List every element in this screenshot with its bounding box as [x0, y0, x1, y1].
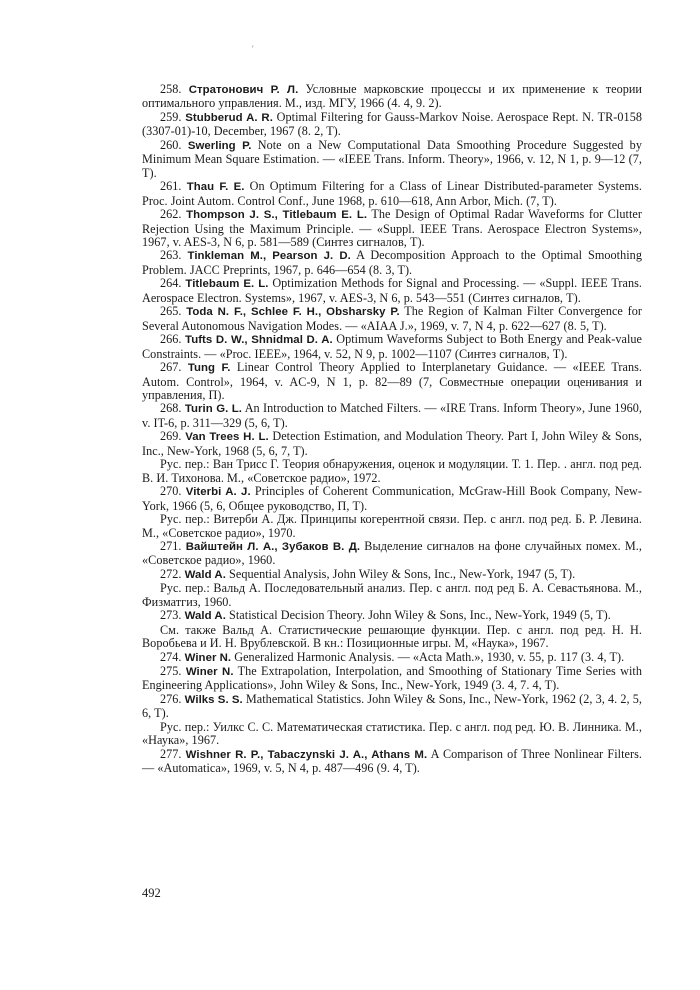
- reference-number: 269.: [160, 429, 182, 444]
- reference-text: An Introduction to Matched Filters. — «IRE Trans. Inform Theory», June 1960, v. IT-6, p. 311—329 (5, 6, T).: [142, 401, 642, 430]
- reference-entry: [142, 111, 642, 139]
- reference-entry: [142, 180, 642, 208]
- reference-entry: [142, 361, 642, 402]
- reference-number: 265.: [160, 304, 182, 319]
- reference-entry: [142, 208, 642, 249]
- reference-entry: [142, 305, 642, 333]
- reference-text: The Design of Optimal Radar Waveforms for Clutter Rejection Using the Maximum Principle. — «Suppl. IEEE Trans. Aerospace Electron Systems», 1967, v. AES-3, N 6, p. 581—589 (Синтез сигналов, T).: [142, 207, 642, 249]
- reference-number: 263.: [160, 248, 182, 263]
- reference-text: Linear Control Theory Applied to Interplanetary Guidance. — «IEEE Trans. Autom. Control», 1964, v. AC-9, N 1, p. 82—89 (7, Совместные операции оценивания и управления, П).: [142, 360, 642, 402]
- reference-text: The Region of Kalman Filter Convergence for Several Autonomous Navigation Modes. — «AIAA J.», 1969, v. 7, N 4, p. 622—627 (8. 5, T).: [142, 304, 642, 333]
- reference-text: A Decomposition Approach to the Optimal Smoothing Problem. JACC Preprints, 1967, p. 646—654 (8. 3, T).: [142, 248, 642, 277]
- reference-entry: [142, 609, 642, 623]
- reference-entry: [142, 540, 642, 568]
- reference-author: Toda N. F., Schlee F. H., Obsharsky P.: [186, 306, 400, 319]
- reference-number: 275.: [160, 664, 182, 679]
- reference-text: Generalized Harmonic Analysis. — «Acta Math.», 1930, v. 55, p. 117 (3. 4, T).: [234, 649, 625, 664]
- reference-author: Tufts D. W., Shnidmal D. A.: [185, 334, 333, 347]
- reference-author: Tinkleman M., Pearson J. D.: [187, 250, 351, 263]
- reference-text: Statistical Decision Theory. John Wiley & Sons, Inc., New-York, 1949 (5, T).: [229, 608, 611, 623]
- reference-list: [142, 83, 642, 776]
- reference-text: Рус. пер.: Уилкс С. С. Математическая статистика. Пер. с англ. под ред. Ю. В. Линника. М., «Наука», 1967.: [142, 719, 642, 748]
- reference-number: 259.: [160, 109, 182, 124]
- reference-text: Sequential Analysis, John Wiley & Sons, Inc., New-York, 1947 (5, T).: [229, 566, 576, 581]
- translation-note: [142, 624, 642, 651]
- translation-note: [142, 458, 642, 485]
- reference-number: 276.: [160, 691, 182, 706]
- reference-author: Winer N.: [184, 651, 232, 664]
- reference-number: 272.: [160, 566, 182, 581]
- reference-author: Вайштейн Л. А., Зубаков В. Д.: [185, 540, 361, 553]
- reference-entry: [142, 277, 642, 305]
- reference-number: 267.: [160, 360, 182, 375]
- translation-note: [142, 721, 642, 748]
- reference-number: 260.: [160, 137, 182, 152]
- reference-entry: [142, 665, 642, 693]
- reference-text: Условные марковские процессы и их применение к теории оптимального управления. М., изд. МГУ, 1966 (4. 4, 9. 2).: [142, 82, 642, 111]
- reference-number: 262.: [160, 207, 182, 222]
- reference-text: Рус. пер.: Ван Трисс Г. Теория обнаружения, оценок и модуляции. Т. 1. Пер. . англ. под ред. В. И. Тихонова. М., «Советское радио», 1972.: [142, 457, 642, 485]
- reference-number: 273.: [160, 608, 182, 623]
- reference-author: Swerling P.: [187, 139, 252, 152]
- reference-entry: [142, 651, 642, 665]
- reference-entry: [142, 485, 642, 513]
- reference-number: 264.: [160, 276, 182, 291]
- reference-text: Optimization Methods for Signal and Processing. — «Suppl. IEEE Trans. Aerospace Electron. Systems», 1967, v. AES-3, N 6, p. 543—551 (Синтез сигналов, T).: [142, 276, 643, 305]
- translation-note: [142, 582, 642, 609]
- reference-author: Wishner R. P., Tabaczynski J. A., Athans M.: [185, 748, 428, 761]
- reference-author: Thau F. E.: [186, 181, 245, 194]
- reference-number: 274.: [160, 649, 182, 664]
- reference-text: Рус. пер.: Витерби А. Дж. Принципы когерентной связи. Пер. с англ. под ред. Б. Р. Левина. М., «Советское радио», 1970.: [142, 512, 642, 540]
- reference-entry: [142, 333, 642, 361]
- reference-text: Optimal Filtering for Gauss-Markov Noise. Aerospace Rept. N. TR-0158 (3307-01)-10, December, 1967 (8. 2, T).: [142, 109, 642, 139]
- reference-author: Titlebaum E. L.: [185, 278, 269, 291]
- reference-text: Mathematical Statistics. John Wiley & Sons, Inc., New-York, 1962 (2, 3, 4. 2, 5, 6, T).: [142, 691, 642, 721]
- page-number: 492: [142, 886, 161, 900]
- reference-author: Turin G. L.: [184, 403, 243, 416]
- reference-entry: [142, 83, 642, 111]
- reference-author: Winer N.: [185, 666, 234, 679]
- stray-mark: ': [252, 44, 254, 54]
- reference-entry: [142, 568, 642, 582]
- reference-number: 277.: [160, 746, 182, 761]
- reference-entry: [142, 693, 642, 721]
- reference-author: Wald A.: [184, 610, 226, 623]
- reference-number: 261.: [160, 179, 182, 194]
- reference-number: 270.: [160, 484, 182, 499]
- reference-entry: [142, 402, 642, 430]
- reference-number: 266.: [160, 332, 182, 347]
- reference-author: Tung F.: [187, 362, 231, 375]
- reference-author: Wilks S. S.: [184, 693, 243, 706]
- reference-text: Detection Estimation, and Modulation Theory. Part I, John Wiley & Sons, Inc., New-York, 1968 (5, 6, 7, T).: [142, 429, 642, 458]
- reference-text: On Optimum Filtering for a Class of Linear Distributed-parameter Systems. Proc. Joint Autom. Control Conf., June 1968, p. 610—618, Ann Arbor, Mich. (7, T).: [142, 179, 642, 208]
- reference-text: См. также Вальд А. Статистические решающие функции. Пер. с англ. под ред. Н. Н. Воробьева и И. Н. Врублевской. В кн.: Позиционные игры. М, «Наука», 1967.: [142, 622, 642, 651]
- reference-text: A Comparison of Three Nonlinear Filters. — «Automatica», 1969, v. 5, N 4, p. 487—496 (9. 4, T).: [142, 746, 642, 776]
- reference-entry: [142, 748, 642, 776]
- reference-entry: [142, 249, 642, 277]
- translation-note: [142, 513, 642, 540]
- reference-author: Van Trees H. L.: [185, 431, 269, 444]
- reference-text: Выделение сигналов на фоне случайных помех. М., «Советское радио», 1960.: [142, 538, 642, 568]
- reference-text: Principles of Coherent Communication, McGraw-Hill Book Company, New-York, 1966 (5, 6, Общее руководство, П, Т).: [142, 484, 643, 513]
- reference-author: Stubberud A. R.: [185, 111, 273, 124]
- reference-text: Рус. пер.: Вальд А. Последовательный анализ. Пер. с англ. под ред Б. А. Севастьянова. М., Физматгиз, 1960.: [142, 581, 642, 609]
- reference-text: Optimum Waveforms Subject to Both Energy and Peak-value Constraints. — «Proc. IEEE», 1964, v. 52, N 9, p. 1002—1107 (Синтез сигналов, T).: [142, 332, 642, 361]
- reference-number: 268.: [160, 401, 182, 416]
- reference-number: 258.: [160, 82, 182, 96]
- reference-entry: [142, 430, 642, 458]
- reference-author: Стратонович Р. Л.: [188, 84, 299, 96]
- reference-entry: [142, 139, 642, 180]
- reference-number: 271.: [160, 538, 182, 553]
- reference-text: The Extrapolation, Interpolation, and Smoothing of Stationary Time Series with Engineering Applications», John Wiley & Sons, Inc., New-York, 1949 (3. 4, 7. 4, T).: [142, 664, 642, 693]
- reference-author: Wald A.: [184, 568, 226, 581]
- reference-author: Thompson J. S., Titlebaum E. L.: [186, 209, 368, 222]
- reference-text: Note on a New Computational Data Smoothing Procedure Suggested by Minimum Mean Square Estimation. — «IEEE Trans. Inform. Theory», 1966, v. 12, N 1, p. 9—12 (7, T).: [142, 137, 642, 180]
- reference-author: Viterbi A. J.: [185, 486, 251, 499]
